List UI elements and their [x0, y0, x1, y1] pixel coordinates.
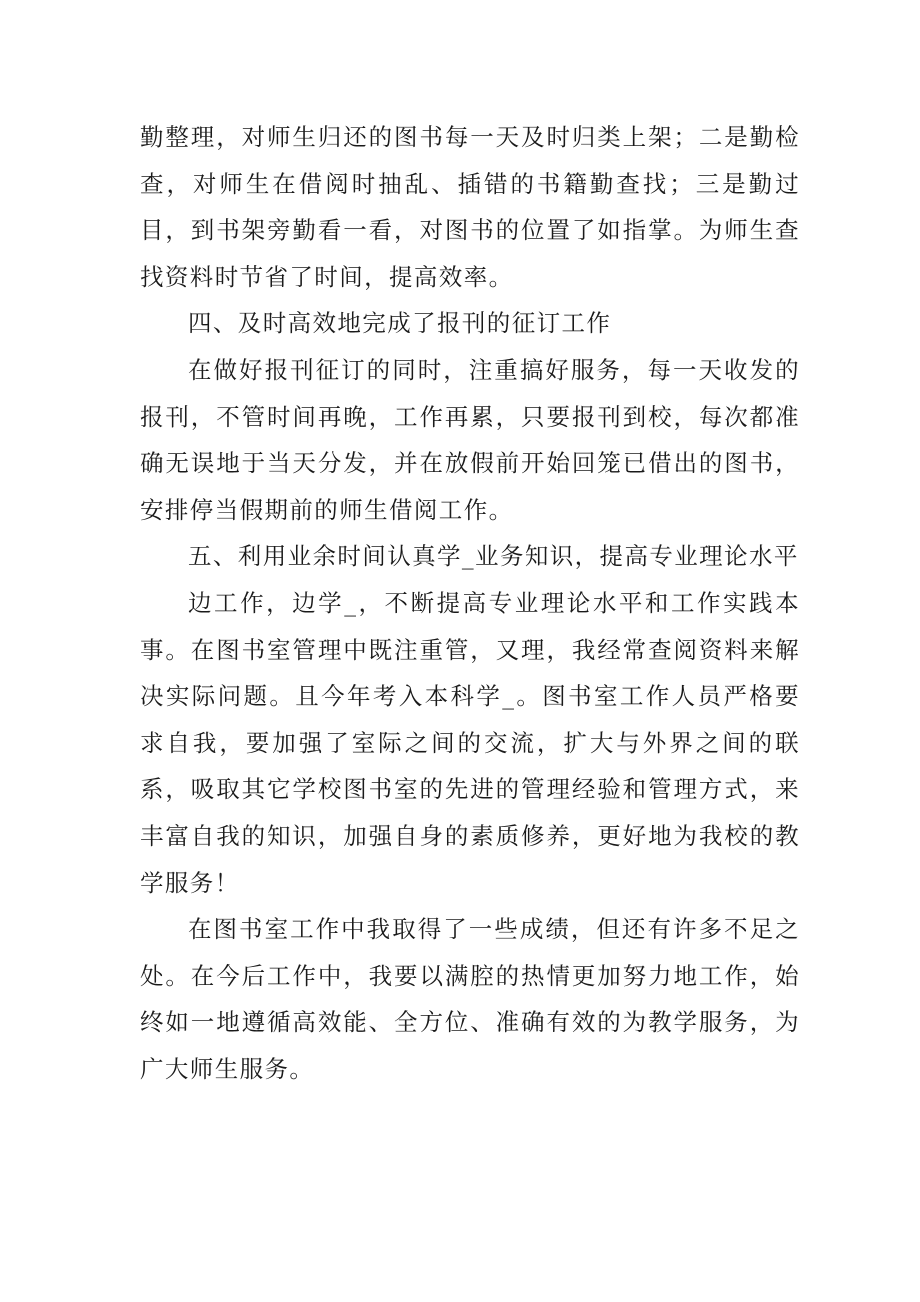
- document-page: [140, 114, 800, 1092]
- paragraph-conclusion: 在图书室工作中我取得了一些成绩，但还有许多不足之处。在今后工作中，我要以满腔的热情更加努力地工作，始终如一地遵循高效能、全方位、准确有效的为教学服务，为广大师生服务。: [140, 915, 800, 1083]
- paragraph-newspaper-subscription: 在做好报刊征订的同时，注重搞好服务，每一天收发的报刊，不管时间再晚，工作再累，只要报刊到校，每次都准确无误地于当天分发，并在放假前开始回笼已借出的图书，安排停当假期前的师生借阅工作。: [140, 355, 800, 524]
- section-heading-four: 四、及时高效地完成了报刊的征订工作: [188, 309, 612, 338]
- paragraph-study-while-working: 边工作，边学_，不断提高专业理论水平和工作实践本事。在图书室管理中既注重管，又理，我经常查阅资料来解决实际问题。且今年考入本科学_。图书室工作人员严格要求自我，要加强了室际之间的交流，扩大与外界之间的联系，吸取其它学校图书室的先进的管理经验和管理方式，来丰富自我的知识，加强自身的素质修养，更好地为我校的教学服务！: [140, 588, 800, 897]
- section-heading-five: 五、利用业余时间认真学_业务知识，提高专业理论水平: [188, 542, 799, 571]
- paragraph-checking-duties: 勤整理，对师生归还的图书每一天及时归类上架；二是勤检查，对师生在借阅时抽乱、插错的书籍勤查找；三是勤过目，到书架旁勤看一看，对图书的位置了如指掌。为师生查找资料时节省了时间，提高效率。: [140, 123, 800, 291]
